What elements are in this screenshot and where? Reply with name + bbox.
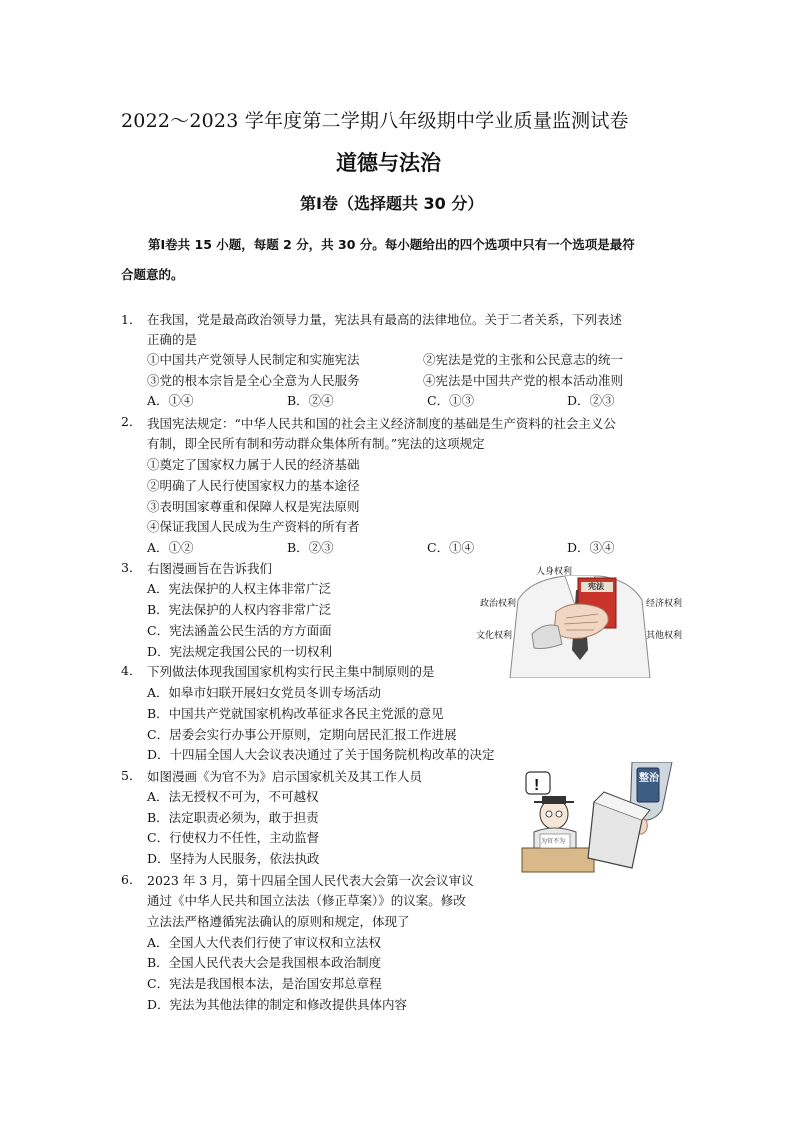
- statement: ④宪法是中国共产党的根本活动准则: [423, 373, 624, 388]
- section-title: 第Ⅰ卷（选择题共 30 分）: [300, 194, 484, 213]
- question-stem: 2023 年 3 月，第十四届全国人民代表大会第一次会议审议: [147, 873, 474, 888]
- constitution-cartoon-illustration: [470, 560, 700, 678]
- question-stem: 我国宪法规定：“中华人民共和国的社会主义经济制度的基础是生产资料的社会主义公: [147, 416, 616, 431]
- option: D．宪法为其他法律的制定和修改提供具体内容: [147, 997, 408, 1012]
- option: A．①④: [147, 393, 194, 408]
- statement: ①奠定了国家权力属于人民的经济基础: [147, 457, 360, 472]
- question-stem: 有制，即全民所有制和劳动群众集体所有制。”宪法的这项规定: [147, 436, 485, 451]
- rights-label: 政治权利: [480, 599, 517, 609]
- desk-label: 为官不为: [541, 838, 566, 845]
- subject-title: 道德与法治: [336, 151, 441, 175]
- question-stem: 立法法严格遵循宪法确认的原则和规定，体现了: [147, 914, 410, 929]
- option: C．宪法涵盖公民生活的方方面面: [147, 623, 332, 638]
- rights-label: 经济权利: [646, 599, 683, 609]
- option: B．中国共产党就国家机构改革征求各民主党派的意见: [147, 706, 444, 721]
- svg-text:!: !: [534, 777, 540, 794]
- option: C．①③: [427, 393, 475, 408]
- statement: ②明确了人民行使国家权力的基本途径: [147, 478, 360, 493]
- option: B．宪法保护的人权内容非常广泛: [147, 602, 332, 617]
- option: D．宪法规定我国公民的一切权利: [147, 644, 333, 659]
- question-number: 6．: [121, 872, 142, 887]
- option: C．①④: [427, 540, 475, 555]
- statement: ③表明国家尊重和保障人权是宪法原则: [147, 499, 360, 514]
- rights-label: 人身权利: [536, 567, 573, 577]
- sign-label: 整治: [639, 773, 659, 784]
- option: C．居委会实行办事公开原则，定期向居民汇报工作进展: [147, 727, 457, 742]
- instruction-line-1: 第Ⅰ卷共 15 小题，每题 2 分，共 30 分。每小题给出的四个选项中只有一个选项是最符: [148, 237, 635, 252]
- option: A．法无授权不可为，不可越权: [147, 789, 319, 804]
- option: B．②③: [287, 540, 334, 555]
- option: A．宪法保护的人权主体非常广泛: [147, 581, 332, 596]
- option: B．②④: [287, 393, 334, 408]
- option: D．坚持为人民服务，依法执政: [147, 851, 320, 866]
- instruction-line-2: 合题意的。: [121, 267, 184, 282]
- rights-label: 文化权利: [476, 631, 513, 641]
- question-number: 3．: [121, 560, 142, 575]
- rights-label: 其他权利: [646, 631, 683, 641]
- statement: ③党的根本宗旨是全心全意为人民服务: [147, 373, 360, 388]
- option: A．全国人大代表们行使了审议权和立法权: [147, 935, 382, 950]
- option: D．③④: [567, 540, 615, 555]
- option: A．①②: [147, 540, 194, 555]
- option: C．宪法是我国根本法，是治国安邦总章程: [147, 976, 382, 991]
- statement: ④保证我国人民成为生产资料的所有者: [147, 519, 360, 534]
- option: A．如皋市妇联开展妇女党员冬训专场活动: [147, 685, 382, 700]
- option: B．全国人民代表大会是我国根本政治制度: [147, 955, 382, 970]
- exam-title: 2022～2023 学年度第二学期八年级期中学业质量监测试卷: [121, 110, 629, 132]
- question-number: 2．: [121, 414, 142, 429]
- option: D．②③: [567, 393, 615, 408]
- question-stem: 下列做法体现我国国家机构实行民主集中制原则的是: [147, 664, 435, 679]
- option: C．行使权力不任性，主动监督: [147, 830, 320, 845]
- statement: ①中国共产党领导人民制定和实施宪法: [147, 352, 360, 367]
- question-stem: 正确的是: [147, 332, 198, 347]
- book-label: 宪法: [588, 581, 604, 591]
- question-number: 4．: [121, 663, 142, 678]
- question-number: 5．: [121, 768, 142, 783]
- option: B．法定职责必须为，敢于担责: [147, 810, 319, 825]
- official-inaction-cartoon: [512, 762, 677, 877]
- question-stem: 通过《中华人民共和国立法法（修正草案）》的议案。修改: [147, 893, 466, 908]
- question-stem: 如图漫画《为官不为》启示国家机关及其工作人员: [147, 769, 423, 784]
- option: D．十四届全国人大会议表决通过了关于国务院机构改革的决定: [147, 747, 495, 762]
- question-stem: 右图漫画旨在告诉我们: [147, 561, 273, 576]
- question-number: 1．: [121, 312, 142, 327]
- constitution-rights-cartoon: [470, 560, 700, 678]
- question-stem: 在我国，党是最高政治领导力量，宪法具有最高的法律地位。关于二者关系，下列表述: [147, 312, 623, 327]
- statement: ②宪法是党的主张和公民意志的统一: [423, 352, 624, 367]
